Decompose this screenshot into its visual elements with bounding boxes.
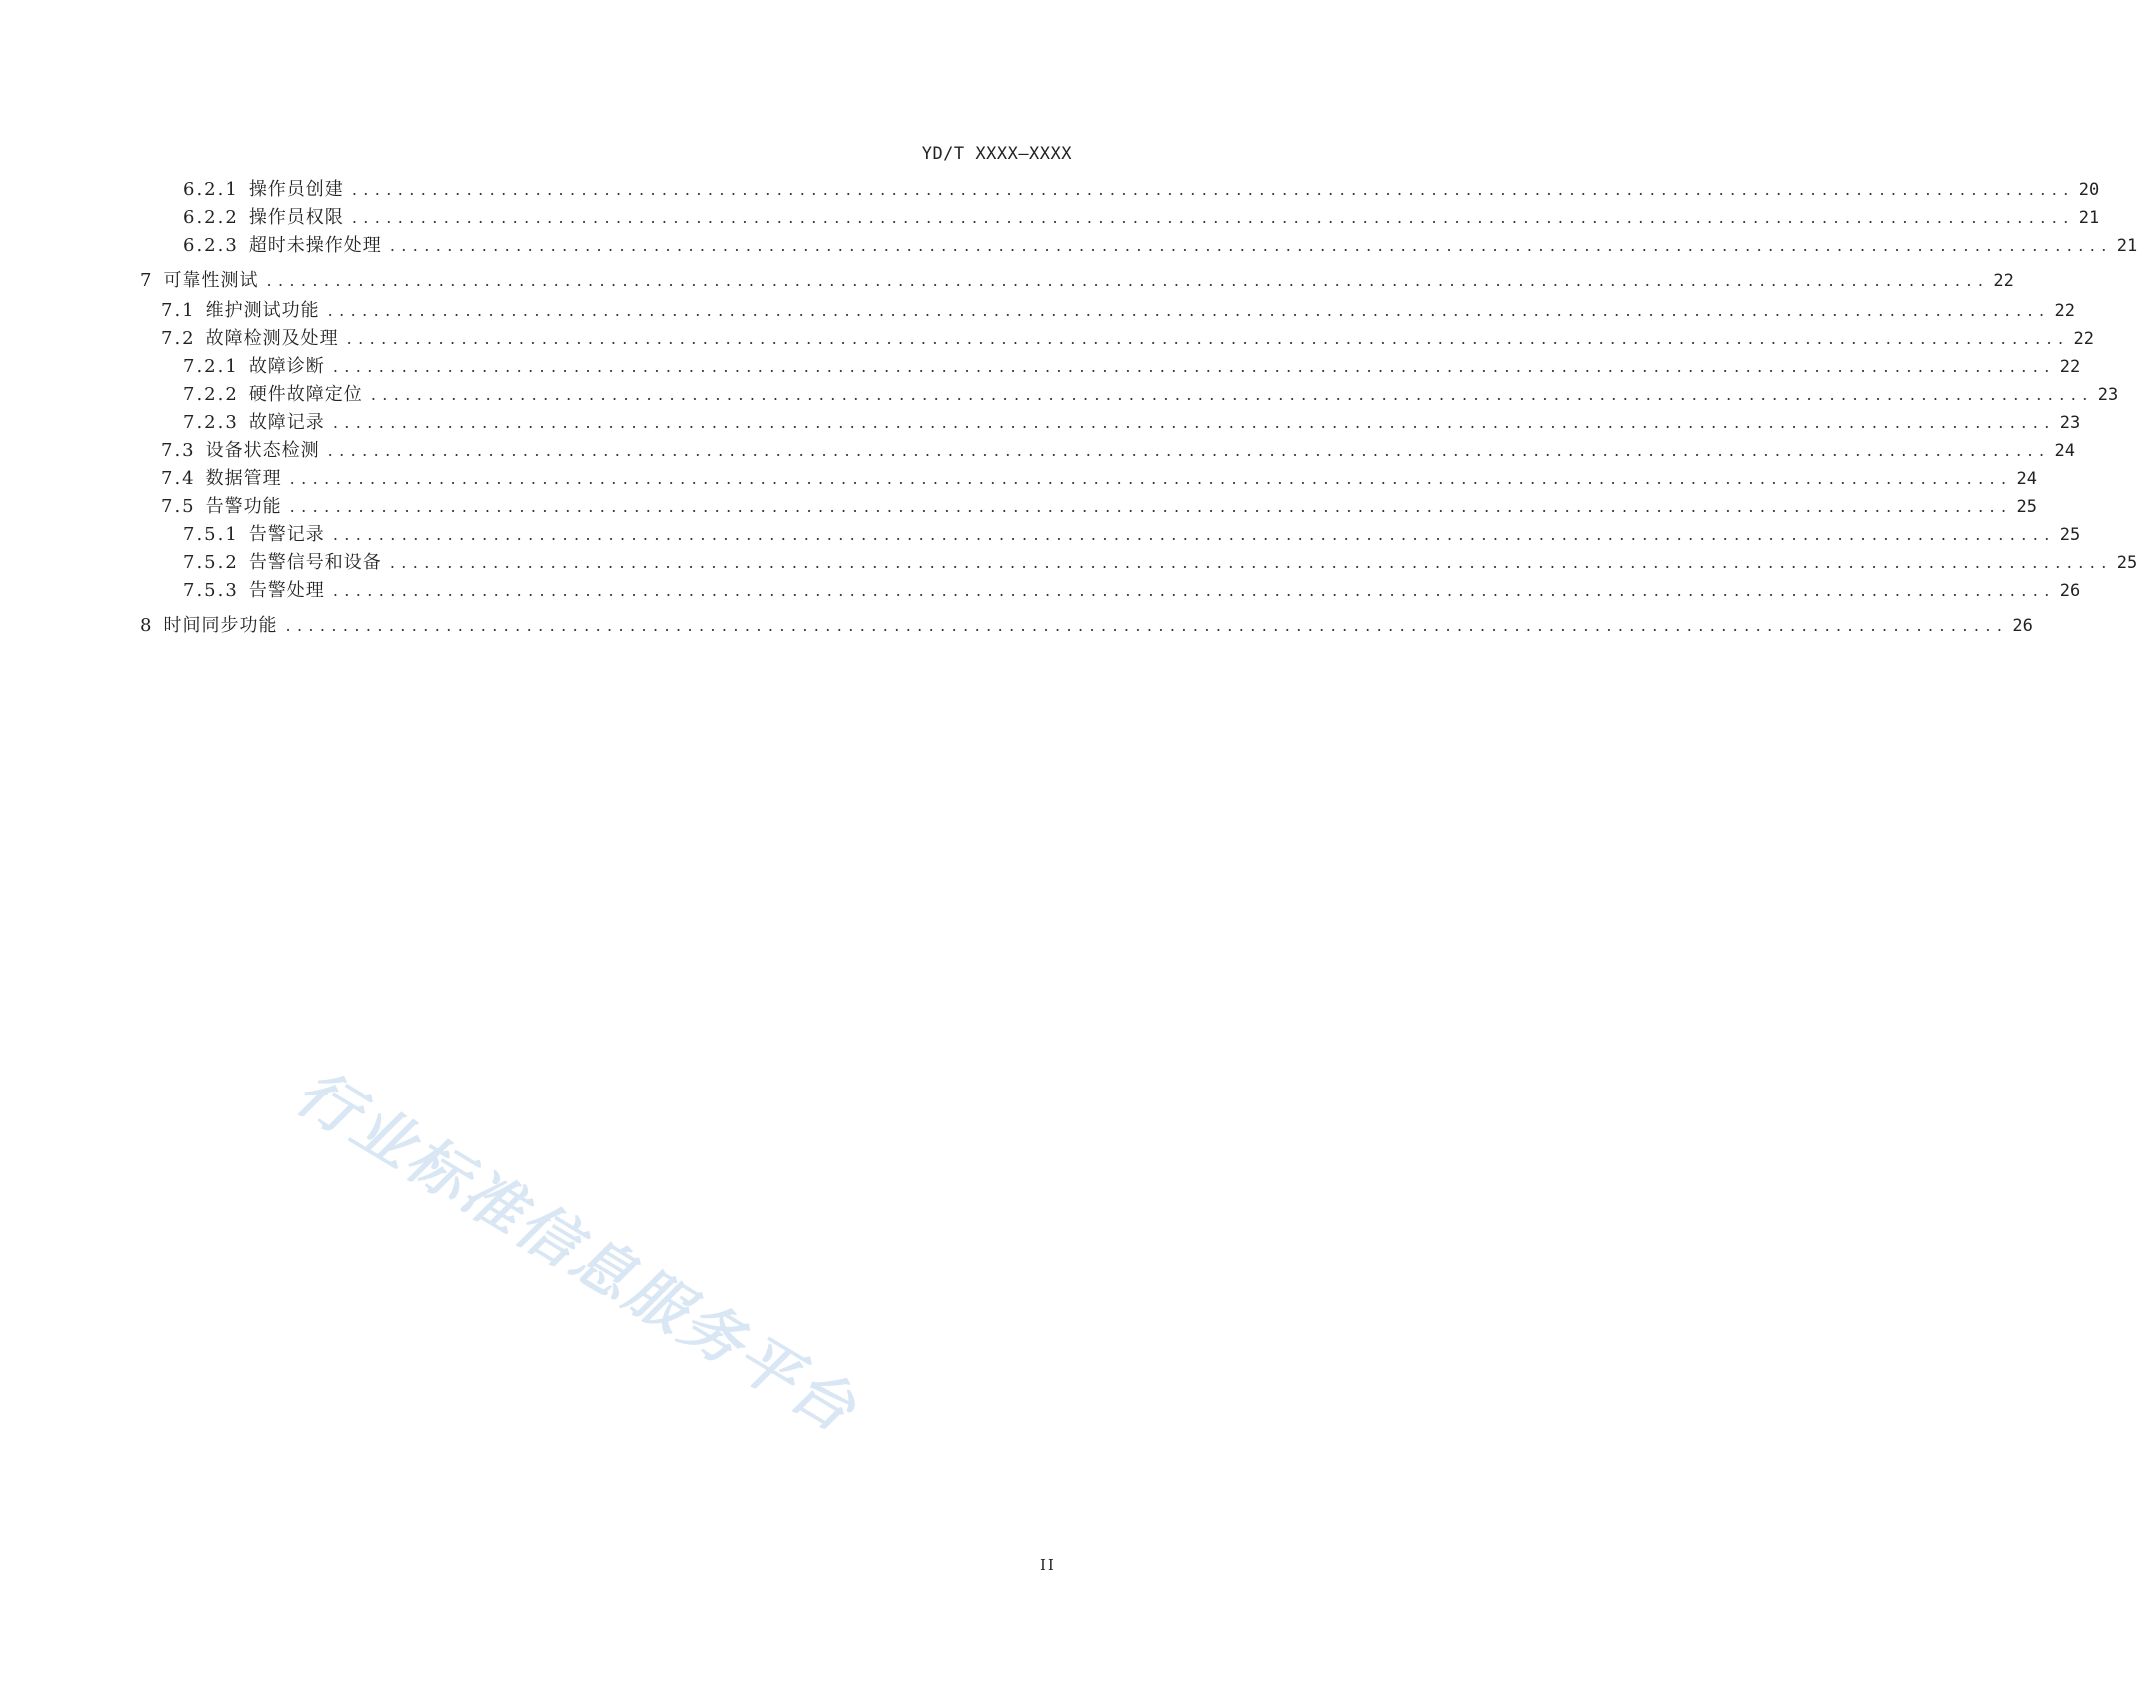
toc-entry-number: 6.2.3 [183,235,239,256]
toc-entry-title: 操作员权限 [248,207,344,228]
toc-entry-title: 告警处理 [248,580,325,601]
toc-entry-number: 7.2.3 [183,412,239,433]
toc-entry-title: 故障记录 [248,412,325,433]
toc-entry-page: 22 [2059,357,2081,377]
toc-entry-page: 21 [2116,236,2137,256]
watermark: 行业标准信息服务平台 [284,1057,870,1447]
toc-entry-page: 22 [2073,329,2095,349]
toc-entry-number: 7.2.1 [183,356,239,377]
toc-entry-page: 22 [2054,301,2076,321]
toc-entry-page: 26 [2012,616,2033,636]
toc-entry[interactable] [183,235,2137,257]
toc-entry-page: 24 [2054,441,2076,461]
toc-entry-page: 26 [2059,581,2081,601]
toc-entry-number: 7.4 [161,468,196,489]
dot-leader: ...................................................................................................................................................... [351,208,2075,227]
toc-entry-number: 7.5.2 [183,552,239,573]
dot-leader: ...................................................................................................................................................... [332,581,2056,600]
dot-leader: ...................................................................................................................................................... [332,525,2056,544]
toc-entry-title: 数据管理 [205,468,282,489]
toc-entry-title: 硬件故障定位 [248,384,363,405]
toc-entry-number: 8 [140,615,154,636]
toc-entry-number: 7.5.3 [183,580,239,601]
dot-leader: ...................................................................................................................................................... [266,271,1990,290]
toc-entry-number: 7.2 [161,328,196,349]
toc-entry-number: 6.2.2 [183,207,239,228]
toc-entry-title: 设备状态检测 [205,440,320,461]
toc-entry-title: 告警功能 [205,496,282,517]
document-code: YD/T XXXX—XXXX [921,144,1072,164]
toc-entry-number: 7.1 [161,300,196,321]
toc-entry[interactable] [183,552,2137,574]
dot-leader: ...................................................................................................................................................... [370,385,2094,404]
toc-entry[interactable] [161,496,2038,518]
toc-entry-title: 超时未操作处理 [248,235,382,256]
toc-entry[interactable] [140,615,2033,637]
toc-entry-page: 21 [2078,208,2100,228]
toc-entry-page: 22 [1993,271,2014,291]
toc-entry-title: 操作员创建 [248,179,344,200]
dot-leader: ...................................................................................................................................................... [389,236,2113,255]
dot-leader: ...................................................................................................................................................... [327,441,2051,460]
toc-entry-number: 7.5.1 [183,524,239,545]
toc-entry[interactable] [183,207,2100,229]
toc-entry[interactable] [161,468,2038,490]
page-number: II [1040,1556,1056,1574]
toc-entry[interactable] [161,440,2076,462]
toc-entry-page: 23 [2059,413,2081,433]
toc-entry[interactable] [183,580,2081,602]
toc-entry[interactable] [183,412,2081,434]
dot-leader: ...................................................................................................................................................... [285,616,2009,635]
toc-entry-title: 可靠性测试 [163,270,259,291]
toc-entry[interactable] [183,384,2119,406]
toc-entry-title: 故障检测及处理 [205,328,339,349]
toc-entry-number: 6.2.1 [183,179,239,200]
dot-leader: ...................................................................................................................................................... [389,553,2113,572]
toc-entry[interactable] [183,524,2081,546]
toc-entry-page: 20 [2078,180,2100,200]
toc-entry-page: 23 [2097,385,2119,405]
toc-entry[interactable] [140,270,2014,292]
dot-leader: ...................................................................................................................................................... [327,301,2051,320]
toc-entry-page: 24 [2016,469,2038,489]
dot-leader: ...................................................................................................................................................... [289,497,2013,516]
toc-entry[interactable] [161,328,2095,350]
toc-entry-title: 维护测试功能 [205,300,320,321]
dot-leader: ...................................................................................................................................................... [351,180,2075,199]
toc-entry-title: 时间同步功能 [163,615,278,636]
toc-entry-number: 7.2.2 [183,384,239,405]
dot-leader: ...................................................................................................................................................... [346,329,2070,348]
toc-entry-number: 7 [140,270,154,291]
dot-leader: ...................................................................................................................................................... [289,469,2013,488]
dot-leader: ...................................................................................................................................................... [332,413,2056,432]
toc-entry[interactable] [183,356,2081,378]
toc-entry[interactable] [183,179,2100,201]
toc-entry-page: 25 [2116,553,2137,573]
toc-entry-title: 故障诊断 [248,356,325,377]
toc-entry[interactable] [161,300,2076,322]
toc-entry-page: 25 [2016,497,2038,517]
toc-entry-number: 7.5 [161,496,196,517]
toc-entry-title: 告警记录 [248,524,325,545]
toc-entry-number: 7.3 [161,440,196,461]
dot-leader: ...................................................................................................................................................... [332,357,2056,376]
toc-entry-page: 25 [2059,525,2081,545]
toc-entry-title: 告警信号和设备 [248,552,382,573]
